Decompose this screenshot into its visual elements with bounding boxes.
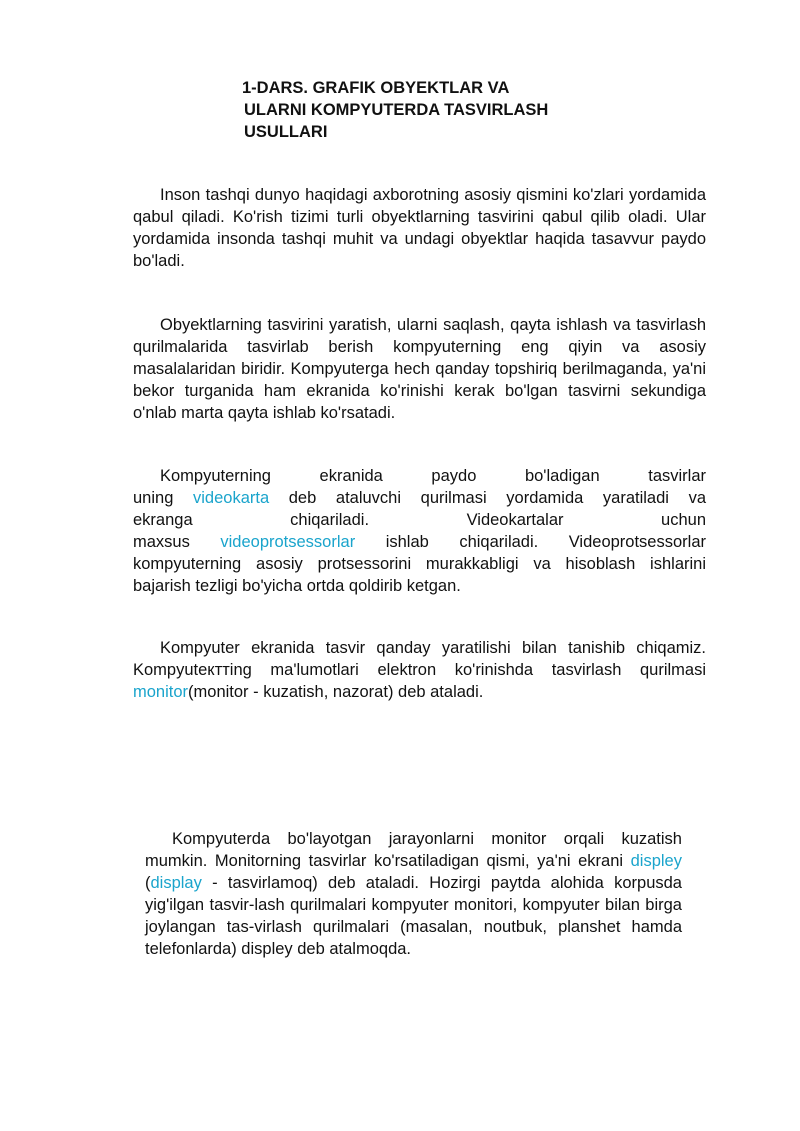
title-line-2: ULARNI KOMPYUTERDA TASVIRLASH [244, 101, 549, 119]
paragraph-4 [133, 637, 706, 703]
title-line-3: USULLARI [244, 123, 328, 141]
monitor-link[interactable]: monitor [133, 683, 189, 701]
lesson-title [244, 77, 664, 143]
text-fragment: Kompyuterda bo'layotgan jarayonlarni monitor orqali kuzatish mumkin. Monitorning tasvirlar ko'rsatiladigan qismi, ya'ni ekrani [145, 830, 682, 870]
text-fragment: ishlab chiqariladi. Videoprotsessorlar [355, 533, 706, 551]
text-fragment: maxsus [133, 533, 221, 551]
paragraph-1: Inson tashqi dunyo haqidagi axborotning asosiy qismini ko'zlari yordamida qabul qiladi. Ko'rish tizimi turli obyektlarning tasvirini qabul qilib oladi. Ular yordamida insonda tashqi muhit va undagi obyektlar haqida tasavvur paydo bo'ladi. [133, 186, 706, 270]
paragraph-3-row-2 [133, 487, 706, 509]
videokarta-link[interactable]: videokarta [193, 489, 270, 507]
text-fragment: Kompyuter ekranida tasvir qanday yaratilishi bilan tanishib chiqamiz. Kompyutекттing ma'lumotlari elektron ko'rinishda tasvirlash qurilmasi [133, 639, 706, 679]
text-fragment: ( [145, 874, 151, 892]
paragraph-3 [133, 465, 706, 597]
paragraph-2: Obyektlarning tasvirini yaratish, ularni saqlash, qayta ishlash va tasvirlash qurilmalarida tasvirlab berish kompyuterning eng qiyin va asosiy masalalaridan biridir. Kompyuterga hech qanday topshiriq berilmaganda, ya'ni bekor turganida ham ekranida ko'rinishi kerak bo'lgan tasvirni sekundiga o'nlab marta qayta ishlab ko'rsatadi. [133, 316, 706, 422]
paragraph-5 [145, 828, 682, 960]
text-fragment: (monitor - kuzatish, nazorat) deb ataladi. [188, 683, 484, 701]
paragraph-3-row-3: ekranga chiqariladi. Videokartalar uchun [133, 511, 706, 529]
title-line-1: 1-DARS. GRAFIK OBYEKTLAR VA [242, 79, 510, 97]
paragraph-3-row-4 [133, 531, 706, 553]
videoprotsessorlar-link[interactable]: videoprotsessorlar [220, 533, 356, 551]
text-fragment: uning [133, 489, 193, 507]
displey-link[interactable]: displey [630, 852, 682, 870]
display-link[interactable]: display [150, 874, 202, 892]
text-fragment: - tasvirlamoq) deb ataladi. Hozirgi paytda alohida korpusda yig'ilgan tasvir-lash qurilmalari kompyuter monitori, kompyuter bilan birga joylangan tas-virlash qurilmalari (masalan, noutbuk, planshet hamda telefonlarda) displey deb atalmoqda. [145, 874, 682, 958]
paragraph-3-rest: kompyuterning asosiy protsessorini murakkabligi va hisoblash ishlarini bajarish tezligi bo'yicha ortda qoldirib ketgan. [133, 555, 706, 595]
text-fragment: deb ataluvchi qurilmasi yordamida yaratiladi va [269, 489, 706, 507]
paragraph-3-row-1: Kompyuterning ekranida paydo bo'ladigan tasvirlar [160, 467, 706, 485]
